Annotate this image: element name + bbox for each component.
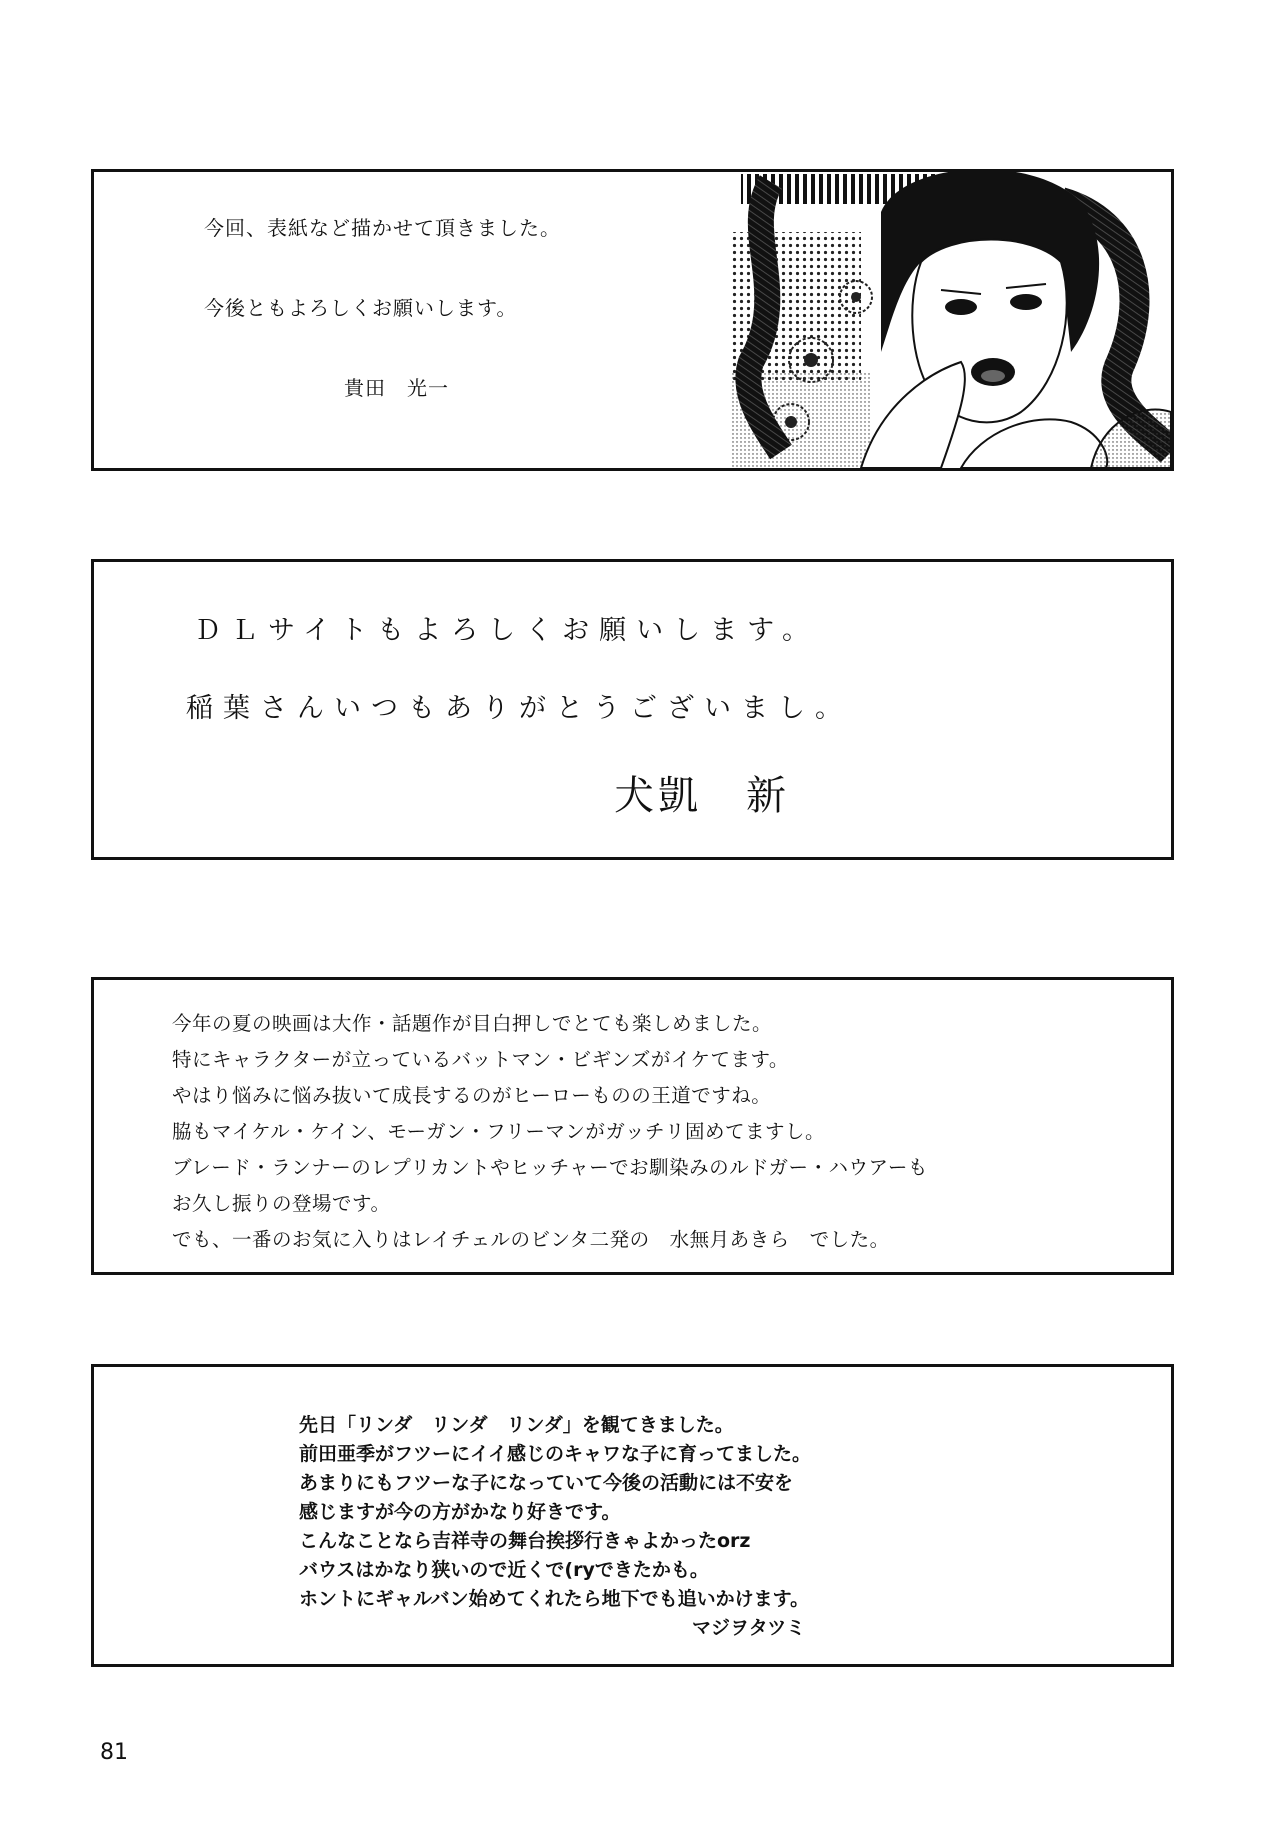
text-line: 今後ともよろしくお願いします。 [204,296,518,320]
text-line: 感じますが今の方がかなり好きです。 [299,1501,621,1523]
manga-illustration [731,172,1171,468]
author-signature: マジヲタツミ [692,1617,806,1639]
author-signature: 犬凱 新 [614,773,790,819]
text-line: 今回、表紙など描かせて頂きました。 [204,216,561,240]
text-line: 脇もマイケル・ケイン、モーガン・フリーマンがガッチリ固めてますし。 [172,1120,825,1143]
text-line: 今年の夏の映画は大作・話題作が目白押しでとても楽しめました。 [172,1012,773,1035]
text-line: やはり悩みに悩み抜いて成長するのがヒーローものの王道ですね。 [172,1084,772,1107]
text-line: 特にキャラクターが立っているバットマン・ビギンズがイケてます。 [172,1048,789,1071]
afterword-box-3 [91,977,1174,1275]
text-line: でも、一番のお気に入りはレイチェルのビンタ二発の 水無月あきら でした。 [172,1228,890,1251]
text-line: 先日「リンダ リンダ リンダ」を観てきました。 [299,1414,734,1436]
afterword-box-2 [91,559,1174,860]
afterword-text-4 [299,1411,999,1643]
text-line: バウスはかなり狭いので近くで(ryできたかも。 [299,1559,709,1581]
manga-illustration-icon [731,172,1171,468]
text-line: 稲葉さんいつもありがとうございまし。 [186,693,852,724]
afterword-box-4 [91,1364,1174,1667]
afterword-text-3 [172,1006,1162,1258]
text-line: ＤＬサイトもよろしくお願いします。 [194,615,819,646]
text-line: お久し振りの登場です。 [172,1192,391,1215]
page-number: 81 [100,1740,128,1765]
text-line: ホントにギャルバン始めてくれたら地下でも追いかけます。 [299,1588,810,1610]
text-line: こんなことなら吉祥寺の舞台挨拶行きゃよかったorz [299,1530,751,1552]
text-line: あまりにもフツーな子になっていて今後の活動には不安を [299,1472,794,1494]
text-line: 前田亜季がフツーにイイ感じのキャワな子に育ってました。 [299,1443,812,1465]
afterword-box-1 [91,169,1174,471]
author-signature: 貴田 光一 [344,376,449,400]
text-line: ブレード・ランナーのレプリカントやヒッチャーでお馴染みのルドガー・ハウアーも [172,1156,928,1179]
